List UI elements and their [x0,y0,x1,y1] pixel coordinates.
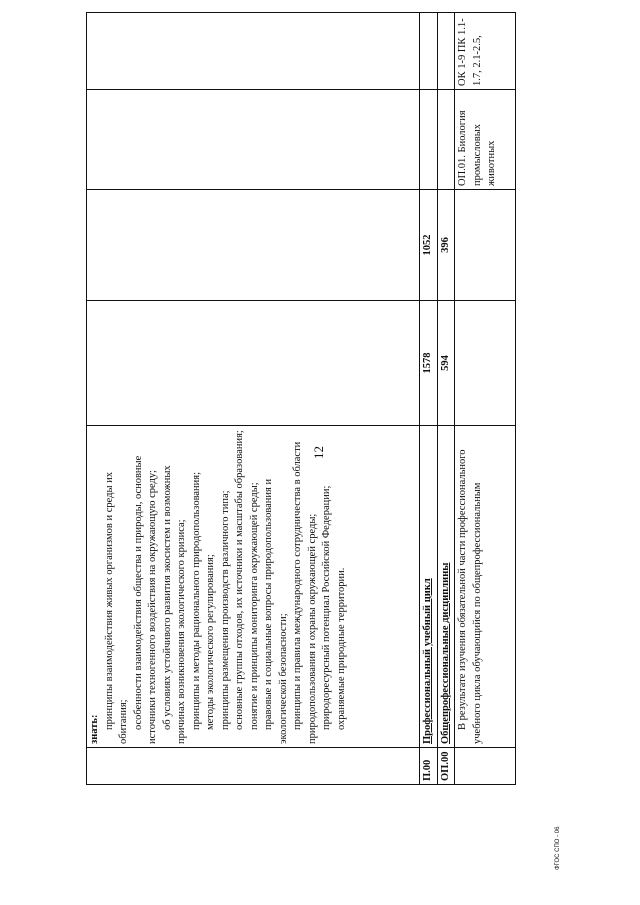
row-max-load: 1578 [420,301,438,426]
know-item: природоресурсный потенциал Российской Федерации; [321,485,332,730]
know-item: об условиях устойчивого развития экосистем и возможных причинах возникновения экологического кризиса; [161,465,187,744]
row-discipline: ОП.01. Биология промысловых животных [455,90,516,190]
row-name: Профессиональный учебный цикл [420,426,438,748]
table-row-know [87,13,420,785]
know-item: понятие и принципы мониторинга окружающей среды; [248,482,260,730]
table-row-p00 [420,13,438,785]
row-obligatory: 1052 [420,190,438,301]
row-competencies: ОК 1-9 ПК 1.1-1.7, 2.1-2.5, [455,13,516,90]
know-item: особенности взаимодействия общества и природы, основные источники техногенного воздействия на окружающую среду; [132,455,158,744]
curriculum-table-rotated [86,18,566,785]
know-heading: знать: [89,714,100,744]
know-item: охраняемые природные территории. [335,567,347,730]
page-number: 12 [311,446,326,459]
know-cell [87,426,420,748]
footer-code: ФГОС СПО - 06 [555,826,561,870]
row-code: ОП.00 [437,748,455,785]
know-item: принципы и методы рационального природопользования; [190,471,202,730]
know-item: принципы размещения производств различного типа; [219,490,231,730]
row-name: Общепрофессиональные дисциплины [437,426,455,748]
know-item: принципы взаимодействия живых организмов и среды их обитания; [103,471,129,744]
table-row-op00 [437,13,455,785]
curriculum-table [86,12,516,785]
know-item: основные группы отходов, их источники и масштабы образования; [234,430,245,730]
know-item: правовые и социальные вопросы природопользования и экологической безопасности; [263,478,289,744]
row-description: В результате изучения обязательной части профессионального учебного цикла обучающийся по общепрофессиональным [455,426,516,748]
row-obligatory: 396 [437,190,455,301]
know-item: принципы и правила международного сотрудничества в области природопользования и охраны окружающей среды; [292,441,318,744]
row-code: П.00 [420,748,438,785]
know-item: методы экологического регулирования; [205,554,216,730]
row-max-load: 594 [437,301,455,426]
table-row-op01 [455,13,516,785]
